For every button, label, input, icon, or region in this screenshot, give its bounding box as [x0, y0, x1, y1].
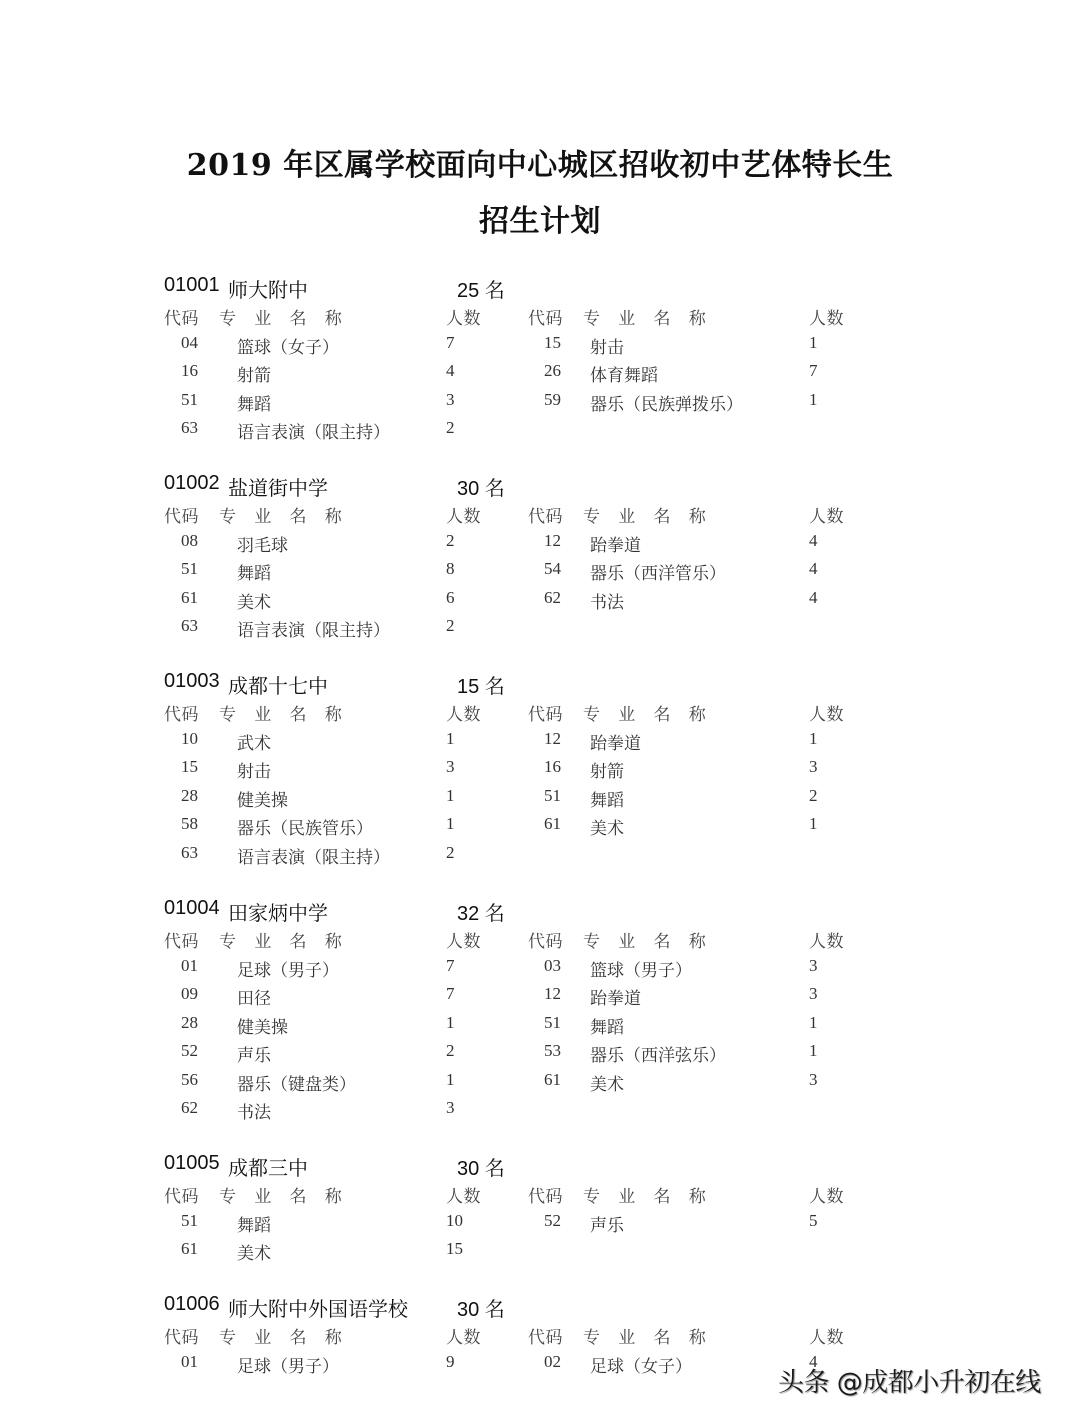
- major-code: 62: [544, 587, 561, 607]
- major-name: 语言表演（限主持）: [237, 423, 390, 442]
- school-quota: 30 名: [457, 1158, 505, 1180]
- table-row: [164, 529, 924, 558]
- column-header-major: 专 业 名 称: [219, 1187, 346, 1206]
- column-header-code: 代码: [164, 705, 199, 724]
- major-count: 15: [446, 1239, 463, 1258]
- major-code: 12: [544, 530, 561, 550]
- major-code: 28: [181, 1012, 198, 1032]
- major-code: 09: [181, 984, 198, 1003]
- school-section: [164, 1152, 924, 1266]
- major-count: 2: [446, 842, 455, 862]
- school-code: 01006: [164, 1293, 220, 1315]
- school-name: 盐道街中学: [228, 478, 328, 500]
- major-count: 1: [809, 1041, 818, 1060]
- major-count: 1: [809, 389, 818, 409]
- major-count: 2: [446, 616, 455, 635]
- major-count: 7: [446, 332, 455, 352]
- major-name: 舞蹈: [237, 1215, 271, 1235]
- table-row: [164, 1011, 924, 1040]
- major-name: 跆拳道: [590, 989, 641, 1008]
- table-row: [164, 557, 924, 586]
- school-quota: 15 名: [457, 676, 505, 698]
- major-code: 16: [544, 757, 561, 776]
- major-count: 3: [446, 757, 455, 776]
- major-count: 1: [446, 1069, 455, 1089]
- column-header-code: 代码: [528, 309, 563, 328]
- column-header-code: 代码: [164, 1187, 199, 1206]
- column-header-count: 人数: [809, 507, 844, 526]
- major-code: 03: [544, 955, 561, 975]
- major-code: 10: [181, 728, 198, 748]
- major-code: 08: [181, 530, 198, 550]
- major-code: 51: [544, 785, 561, 805]
- column-header-major: 专 业 名 称: [583, 932, 710, 951]
- major-name: 篮球（男子）: [590, 960, 692, 980]
- school-name: 师大附中: [228, 280, 308, 302]
- major-name: 语言表演（限主持）: [237, 847, 390, 867]
- major-code: 12: [544, 984, 561, 1003]
- column-header-count: 人数: [446, 932, 481, 951]
- major-name: 田径: [237, 989, 271, 1008]
- major-count: 1: [809, 1012, 818, 1032]
- major-name: 舞蹈: [590, 1017, 624, 1037]
- table-row: [164, 841, 924, 870]
- school-quota: 25 名: [457, 280, 505, 302]
- major-name: 声乐: [237, 1046, 271, 1065]
- table-row: [164, 1237, 924, 1266]
- major-name: 器乐（西洋弦乐）: [590, 1046, 726, 1065]
- major-name: 射箭: [590, 762, 624, 781]
- major-code: 61: [544, 814, 561, 833]
- school-code: 01005: [164, 1152, 220, 1174]
- major-count: 3: [809, 1069, 818, 1089]
- major-name: 健美操: [237, 1017, 288, 1037]
- school-name: 师大附中外国语学校: [228, 1299, 408, 1321]
- major-count: 1: [446, 728, 455, 748]
- column-header-major: 专 业 名 称: [583, 1187, 710, 1206]
- column-header-major: 专 业 名 称: [583, 507, 710, 526]
- school-section: [164, 274, 924, 445]
- major-code: 16: [181, 361, 198, 380]
- major-name: 器乐（民族弹拨乐）: [590, 394, 743, 414]
- column-header-count: 人数: [446, 1328, 481, 1347]
- major-code: 51: [544, 1012, 561, 1032]
- table-row: [164, 388, 924, 417]
- major-code: 63: [181, 418, 198, 437]
- column-header-row: [164, 698, 924, 727]
- column-header-count: 人数: [809, 1328, 844, 1347]
- major-code: 04: [181, 332, 198, 352]
- column-header-major: 专 业 名 称: [219, 705, 346, 724]
- major-code: 62: [181, 1098, 198, 1117]
- major-count: 7: [446, 984, 455, 1003]
- column-header-code: 代码: [528, 705, 563, 724]
- major-name: 射击: [237, 762, 271, 781]
- school-code: 01004: [164, 897, 220, 919]
- document-title: 2019 年区属学校面向中心城区招收初中艺体特长生: [186, 148, 894, 183]
- major-name: 器乐（键盘类）: [237, 1074, 356, 1094]
- major-name: 羽毛球: [237, 535, 288, 555]
- major-code: 15: [181, 757, 198, 776]
- table-row: [164, 1068, 924, 1097]
- school-header: [164, 670, 924, 698]
- major-code: 01: [181, 1351, 198, 1371]
- column-header-code: 代码: [164, 309, 199, 328]
- major-name: 足球（男子）: [237, 960, 339, 980]
- column-header-count: 人数: [809, 932, 844, 951]
- school-code: 01003: [164, 670, 220, 692]
- major-name: 健美操: [237, 790, 288, 810]
- major-code: 26: [544, 361, 561, 380]
- table-row: [164, 359, 924, 388]
- column-header-row: [164, 302, 924, 331]
- school-name: 成都三中: [228, 1158, 308, 1180]
- major-name: 书法: [590, 592, 624, 612]
- column-header-code: 代码: [528, 932, 563, 951]
- table-row: [164, 812, 924, 841]
- major-code: 28: [181, 785, 198, 805]
- school-code: 01002: [164, 472, 220, 494]
- major-code: 61: [181, 1239, 198, 1258]
- column-header-count: 人数: [809, 309, 844, 328]
- major-code: 54: [544, 559, 561, 578]
- table-row: [164, 586, 924, 615]
- major-name: 体育舞蹈: [590, 366, 658, 385]
- major-count: 1: [809, 728, 818, 748]
- column-header-count: 人数: [446, 1187, 481, 1206]
- major-count: 3: [809, 984, 818, 1003]
- major-name: 舞蹈: [237, 394, 271, 414]
- school-header: [164, 1293, 924, 1321]
- watermark: 头条 @成都小升初在线: [778, 1368, 1041, 1398]
- major-name: 美术: [237, 592, 271, 612]
- school-section: [164, 670, 924, 869]
- column-header-row: [164, 500, 924, 529]
- major-name: 美术: [590, 819, 624, 838]
- table-row: [164, 727, 924, 756]
- major-code: 51: [181, 389, 198, 409]
- column-header-code: 代码: [528, 1328, 563, 1347]
- major-count: 4: [809, 559, 818, 578]
- column-header-major: 专 业 名 称: [583, 1328, 710, 1347]
- column-header-code: 代码: [528, 507, 563, 526]
- major-code: 61: [544, 1069, 561, 1089]
- column-header-major: 专 业 名 称: [219, 507, 346, 526]
- major-name: 篮球（女子）: [237, 337, 339, 357]
- column-header-major: 专 业 名 称: [219, 932, 346, 951]
- major-count: 9: [446, 1351, 455, 1371]
- major-code: 58: [181, 814, 198, 833]
- school-name: 田家炳中学: [228, 903, 328, 925]
- major-name: 器乐（民族管乐）: [237, 819, 373, 838]
- table-row: [164, 784, 924, 813]
- column-header-code: 代码: [164, 1328, 199, 1347]
- major-name: 声乐: [590, 1215, 624, 1235]
- column-header-major: 专 业 名 称: [583, 309, 710, 328]
- major-name: 器乐（西洋管乐）: [590, 564, 726, 583]
- school-header: [164, 274, 924, 302]
- major-code: 51: [181, 559, 198, 578]
- column-header-count: 人数: [809, 1187, 844, 1206]
- major-name: 舞蹈: [590, 790, 624, 810]
- major-code: 52: [181, 1041, 198, 1060]
- column-header-row: [164, 925, 924, 954]
- column-header-count: 人数: [809, 705, 844, 724]
- major-count: 1: [446, 814, 455, 833]
- column-header-major: 专 业 名 称: [219, 309, 346, 328]
- column-header-count: 人数: [446, 507, 481, 526]
- major-code: 15: [544, 332, 561, 352]
- school-header: [164, 1152, 924, 1180]
- major-count: 4: [446, 361, 455, 380]
- column-header-code: 代码: [164, 507, 199, 526]
- major-count: 1: [809, 332, 818, 352]
- table-row: [164, 1039, 924, 1068]
- major-count: 4: [809, 1351, 818, 1371]
- major-name: 足球（男子）: [237, 1356, 339, 1376]
- major-code: 02: [544, 1351, 561, 1371]
- major-code: 56: [181, 1069, 198, 1089]
- major-count: 4: [809, 530, 818, 550]
- major-count: 2: [446, 530, 455, 550]
- column-header-code: 代码: [164, 932, 199, 951]
- document-subtitle: 招生计划: [479, 204, 601, 239]
- column-header-row: [164, 1321, 924, 1350]
- major-code: 53: [544, 1041, 561, 1060]
- major-name: 美术: [237, 1244, 271, 1263]
- major-count: 4: [809, 587, 818, 607]
- table-row: [164, 1209, 924, 1238]
- school-quota: 30 名: [457, 1299, 505, 1321]
- major-name: 射箭: [237, 366, 271, 385]
- column-header-count: 人数: [446, 705, 481, 724]
- major-count: 2: [446, 418, 455, 437]
- major-count: 2: [809, 785, 818, 805]
- school-header: [164, 472, 924, 500]
- major-count: 7: [809, 361, 818, 380]
- major-name: 跆拳道: [590, 535, 641, 555]
- major-count: 3: [446, 1098, 455, 1117]
- table-row: [164, 954, 924, 983]
- major-name: 美术: [590, 1074, 624, 1094]
- major-name: 武术: [237, 733, 271, 753]
- major-code: 59: [544, 389, 561, 409]
- major-code: 63: [181, 842, 198, 862]
- major-count: 2: [446, 1041, 455, 1060]
- major-count: 3: [809, 757, 818, 776]
- table-row: [164, 416, 924, 445]
- major-name: 书法: [237, 1103, 271, 1122]
- major-count: 3: [809, 955, 818, 975]
- major-code: 01: [181, 955, 198, 975]
- school-quota: 32 名: [457, 903, 505, 925]
- table-row: [164, 755, 924, 784]
- major-name: 语言表演（限主持）: [237, 621, 390, 640]
- major-count: 3: [446, 389, 455, 409]
- school-section: [164, 897, 924, 1125]
- column-header-code: 代码: [528, 1187, 563, 1206]
- table-row: [164, 614, 924, 643]
- major-name: 射击: [590, 337, 624, 357]
- school-header: [164, 897, 924, 925]
- major-count: 5: [809, 1210, 818, 1230]
- table-row: [164, 982, 924, 1011]
- table-row: [164, 1096, 924, 1125]
- major-name: 跆拳道: [590, 733, 641, 753]
- major-count: 1: [809, 814, 818, 833]
- school-section: [164, 472, 924, 643]
- major-name: 舞蹈: [237, 564, 271, 583]
- column-header-major: 专 业 名 称: [583, 705, 710, 724]
- table-row: [164, 331, 924, 360]
- major-name: 足球（女子）: [590, 1356, 692, 1376]
- column-header-major: 专 业 名 称: [219, 1328, 346, 1347]
- school-code: 01001: [164, 274, 220, 296]
- major-code: 63: [181, 616, 198, 635]
- school-quota: 30 名: [457, 478, 505, 500]
- major-count: 8: [446, 559, 455, 578]
- school-name: 成都十七中: [228, 676, 328, 698]
- major-code: 52: [544, 1210, 561, 1230]
- major-count: 6: [446, 587, 455, 607]
- major-code: 51: [181, 1210, 198, 1230]
- column-header-row: [164, 1180, 924, 1209]
- major-code: 12: [544, 728, 561, 748]
- major-count: 10: [446, 1210, 463, 1230]
- column-header-count: 人数: [446, 309, 481, 328]
- major-code: 61: [181, 587, 198, 607]
- major-count: 1: [446, 785, 455, 805]
- major-count: 1: [446, 1012, 455, 1032]
- major-count: 7: [446, 955, 455, 975]
